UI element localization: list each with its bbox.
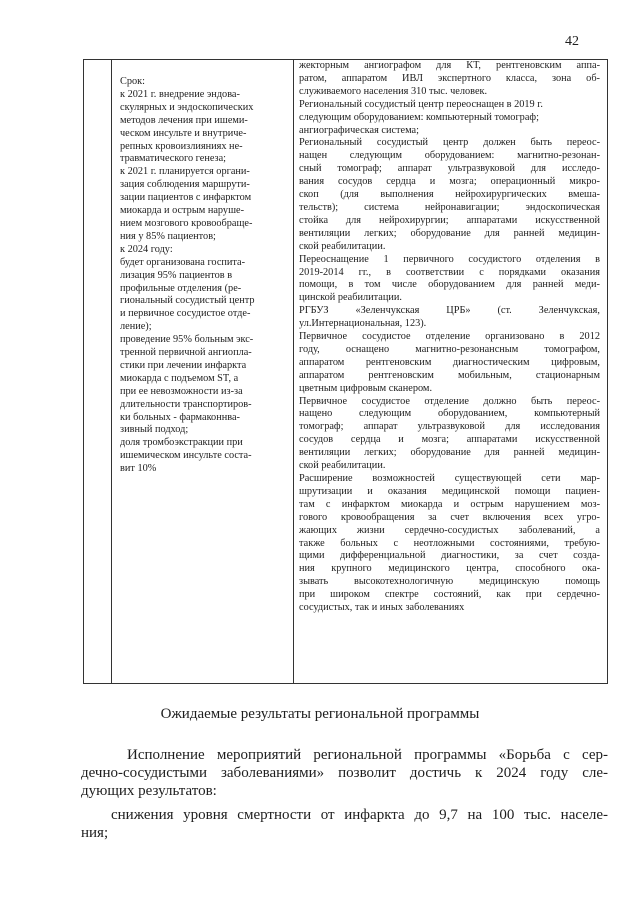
paragraph-line: снижения уровня смертности от инфаркта до 9,7 на 100 тыс. населе- (111, 807, 608, 823)
table-cell-line: цветным цифровым сканером. (299, 382, 433, 394)
table-cell-line: при ее невозможности из-за (120, 385, 243, 397)
table-cell-line: жекторным ангиографом для КТ, рентгеновским аппа- (299, 60, 600, 71)
table-cell-line: и первичное сосудистое отде- (120, 308, 251, 320)
table-cell-line: ул.Интернациональная, 123). (299, 318, 427, 330)
column-divider (111, 60, 112, 683)
table-cell-line: сосудов сердца и мозга; аппаратами искусственной (299, 434, 600, 446)
paragraph-line: Исполнение мероприятий региональной программы «Борьба с сер- (127, 747, 608, 763)
table-cell-line: ление); (120, 321, 152, 333)
section-title: Ожидаемые результаты региональной программы (160, 706, 480, 722)
table-cell-line: травматического генеза; (120, 153, 227, 165)
table-cell-line: миокарда и острым наруше- (120, 205, 244, 217)
table-cell-line: следующим оборудованием: компьютерный томограф; (299, 111, 539, 123)
paragraph-line: дечно-сосудистыми заболеваниями» позволит достичь к 2024 году сле- (81, 765, 608, 781)
table-cell-line: нащен следующим оборудованием: магнитно-резонан- (299, 150, 600, 162)
table-cell-line: ской реабилитации. (299, 240, 386, 252)
table-cell-line: зация соблюдения маршрути- (120, 179, 250, 191)
table-cell-line: Срок: (120, 76, 146, 87)
table-cell-line: служиваемого населения 310 тыс. человек. (299, 85, 488, 97)
table-cell-line: вания сосудов сердца и мозга; операционный микро- (299, 176, 600, 188)
deadlines-column (120, 76, 288, 476)
table-cell-line: шрутизации и оказания медицинской помощи пациен- (299, 485, 600, 497)
table-cell-line: также больных с неотложными состояниями, требую- (299, 537, 600, 549)
table-cell-line: щими дифференциальной диагностики, за счет созда- (299, 550, 600, 562)
table-cell-line: стики при лечении инфаркта (120, 359, 247, 371)
table-cell-line: Региональный сосудистый центр должен быть переос- (299, 137, 600, 149)
table-cell-line: 2019-2014 гг., в соответствии с порядками оказания (299, 266, 600, 278)
table-cell-line: ишемическом инсульте соста- (120, 450, 252, 462)
table-cell-line: жающих жизни сердечно-сосудистых заболеваний, а (299, 524, 600, 536)
table-cell-line: вентиляции легких; оборудование для ранней медицин- (299, 447, 600, 459)
table-cell-line: скулярных и эндоскопических (120, 101, 254, 113)
table-cell-line: к 2021 г. внедрение эндова- (120, 88, 240, 100)
paragraph-program-execution (81, 746, 608, 800)
table-cell-line: вентиляции легких; оборудование для ранней медицин- (299, 227, 600, 239)
table-cell-line: методов лечения при ишеми- (120, 114, 248, 126)
table-cell-line: проведение 95% больным экс- (120, 334, 254, 346)
table-cell-line: сный томограф; аппарат ультразвуковой для исследо- (299, 163, 600, 175)
page-number: 42 (565, 34, 579, 49)
table-cell-line: нащено следующим оборудованием, компьютерный (299, 408, 600, 420)
table-cell-line: ки больных - фармаконнва- (120, 411, 240, 423)
table-cell-line: ческом инсульте и внутриче- (120, 127, 247, 139)
table-cell-line: вит 10% (120, 463, 157, 475)
table-cell-line: скоп (для выполнения нейрохирургических вмеша- (299, 189, 600, 201)
table-cell-line: нием мозгового кровообраще- (120, 217, 253, 229)
table-cell-line: ратом, аппаратом ИВЛ экспертного класса, зона об- (299, 72, 600, 84)
table-cell-line: ской реабилитации. (299, 460, 386, 472)
table-cell-line: РГБУЗ «Зеленчукская ЦРБ» (ст. Зеленчукская, (299, 305, 600, 317)
table-cell-line: Переоснащение 1 первичного сосудистого отделения в (299, 253, 600, 265)
table-cell-line: гового кровообращения за счет включения всех угро- (299, 511, 600, 523)
paragraph-line: ния; (81, 825, 109, 841)
measures-table (83, 59, 608, 684)
table-cell-line: году, оснащено магнитно-резонансным томографом, (299, 343, 600, 355)
table-cell-line: стойка для нейрохирургии; аппаратами искусственной (299, 214, 600, 226)
table-cell-line: тренной первичной ангиопла- (120, 347, 252, 359)
table-cell-line: длительности транспортиров- (120, 398, 252, 410)
table-cell-line: ния крупного медицинского центра, способного ока- (299, 563, 600, 575)
table-cell-line: доля тромбоэкстракции при (120, 437, 243, 449)
column-divider (293, 60, 294, 683)
table-cell-line: там с инфарктом миокарда и острым нарушением моз- (299, 498, 600, 510)
table-cell-line: томограф; аппарат ультразвуковой для исследования (299, 421, 600, 433)
table-cell-line: тельств); система нейронавигации; эндоскопическая (299, 201, 600, 213)
table-cell-line: зывать высокотехнологичную медицинскую помощь (299, 576, 600, 588)
table-cell-line: при широком спектре состояний, как при сердечно- (299, 589, 600, 601)
table-cell-line: к 2024 году: (120, 243, 173, 255)
table-cell-line: Расширение возможностей существующей сети мар- (299, 473, 600, 484)
equipment-column (299, 60, 600, 615)
table-cell-line: Первичное сосудистое отделение организовано в 2012 (299, 331, 600, 343)
table-cell-line: ния у 85% пациентов; (120, 230, 216, 242)
table-cell-line: будет организована госпита- (120, 256, 246, 268)
table-cell-line: аппаратом рентгеновским мобильным, стационарным (299, 369, 600, 381)
table-cell-line: цинской реабилитации. (299, 292, 402, 304)
table-cell-line: аппаратом рентгеновским диагностическим цифровым, (299, 356, 600, 368)
table-cell-line: ангиографическая система; (299, 124, 419, 136)
table-cell-line: Региональный сосудистый центр переоснащен в 2019 г. (299, 98, 543, 110)
table-cell-line: зивный подход; (120, 424, 189, 436)
paragraph-line: дующих результатов: (81, 783, 217, 799)
table-cell-line: миокарда с подъемом ST, а (120, 372, 239, 384)
table-cell-line: помощи, в том числе оборудованием для ранней меди- (299, 279, 600, 291)
table-cell-line: к 2021 г. планируется органи- (120, 166, 250, 178)
table-cell-line: профильные отделения (ре- (120, 282, 242, 294)
table-cell-line: лизация 95% пациентов в (120, 269, 233, 281)
table-cell-line: сосудистых, так и иных заболеваниях (299, 602, 465, 614)
table-cell-line: репных кровоизлияниях не- (120, 140, 243, 152)
paragraph-mortality-reduction (81, 806, 608, 842)
table-cell-line: Первичное сосудистое отделение должно быть переос- (299, 395, 600, 407)
table-cell-line: гиональный сосудистый центр (120, 295, 255, 307)
table-cell-line: зации пациентов с инфарктом (120, 192, 252, 204)
